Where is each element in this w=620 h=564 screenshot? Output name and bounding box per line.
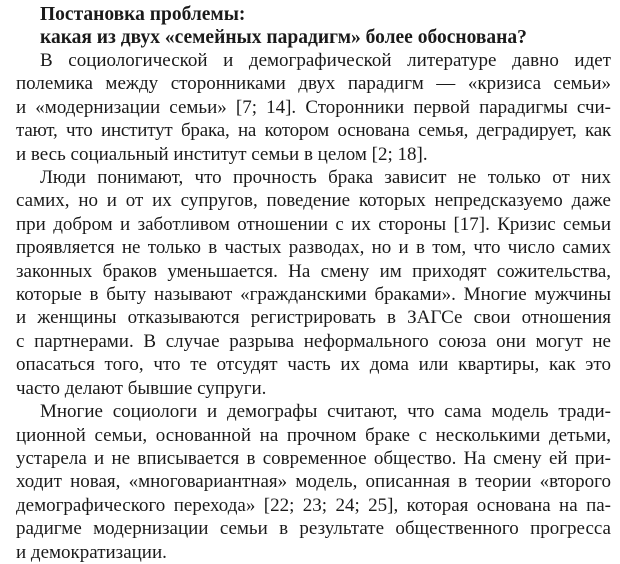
paragraph-line: и весь социальный институт семьи в целом [2; 18]. <box>16 143 428 165</box>
paragraph-line: устарела и не вписывается в современное общество. На смену ей при- <box>16 447 611 469</box>
paragraph-line: и демократизации. <box>16 541 167 563</box>
paragraph-line: Люди понимают, что прочность брака зависит не только от них <box>40 167 611 189</box>
paragraph-line: радигме модернизации семьи в результате общественного прогресса <box>16 518 611 540</box>
paragraph-line: тают, что институт брака, на котором основана семья, деградирует, как <box>16 120 611 142</box>
paragraph-line: часто делают бывшие супруги. <box>16 377 267 399</box>
paragraph-2 <box>16 166 611 400</box>
paragraph-line: ходит новая, «многовариантная» модель, описанная в теории «второго <box>16 471 611 493</box>
section-heading <box>40 4 611 49</box>
paragraph-line: демографического перехода» [22; 23; 24; 25], которая основана на па- <box>16 494 611 516</box>
paragraph-1 <box>16 49 611 166</box>
paragraph-line: опасаться того, что те отсудят часть их дома или квартиры, как это <box>16 354 611 376</box>
paragraph-line: проявляется не только в частых разводах, но и в том, что число самих <box>16 237 611 259</box>
paragraph-line: и женщины отказываются регистрировать в ЗАГСе свои отношения <box>16 307 611 329</box>
paragraph-line: и «модернизации семьи» [7; 14]. Сторонники первой парадигмы счи- <box>16 96 611 118</box>
paragraph-3 <box>16 400 611 564</box>
paragraph-line: полемика между сторонниками двух парадигм — «кризиса семьи» <box>16 73 611 95</box>
paragraph-line: с партнерами. В случае разрыва неформального союза они могут не <box>16 330 611 352</box>
paragraph-line: которые в быту называют «гражданскими браками». Многие мужчины <box>16 284 611 306</box>
paragraph-line: ционной семьи, основанной на прочном браке с несколькими детьми, <box>16 424 611 446</box>
paragraph-line: законных браков уменьшается. На смену им приходят сожительства, <box>16 260 611 282</box>
heading-line-2: какая из двух «семейных парадигм» более обоснована? <box>40 26 527 48</box>
paragraph-line: Многие социологи и демографы считают, что сама модель тради- <box>40 401 611 423</box>
paragraph-line: самих, но и от их супругов, поведение которых непредсказуемо даже <box>16 190 611 212</box>
heading-line-1: Постановка проблемы: <box>40 4 246 25</box>
paragraph-line: В социологической и демографической литературе давно идет <box>40 50 611 71</box>
paragraph-line: при добром и заботливом отношении с их стороны [17]. Кризис семьи <box>16 213 611 235</box>
